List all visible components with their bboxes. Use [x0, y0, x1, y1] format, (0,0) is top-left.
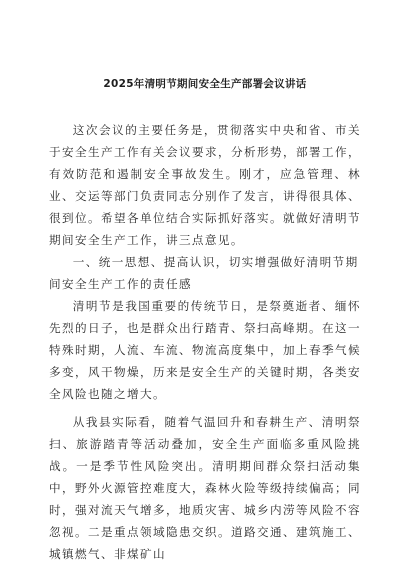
section-heading-1: 一、统一思想、提高认识，切实增强做好清明节期间安全生产工作的责任感 — [49, 255, 359, 291]
paragraph-intro: 这次会议的主要任务是，贯彻落实中央和省、市关于安全生产工作有关会议要求，分析形势，部署工作，有效防范和遏制安全事故发生。刚才，应急管理、林业、交运等部门负责同志分别作了发言，讲得很具体、很到位。希望各单位结合实际抓好落实。就做好清明节期间安全生产工作，讲三点意见。 — [49, 123, 361, 247]
paragraph-local-situation: 从我县实际看，随着气温回升和春耕生产、清明祭扫、旅游踏青等活动叠加，安全生产面临多重风险挑战。一是季节性风险突出。清明期间群众祭扫活动集中，野外火源管控难度大，森林火险等级持续偏高；同时，强对流天气增多，地质灾害、城乡内涝等风险不容忽视。二是重点领域隐患交织。道路交通、建筑施工、城镇燃气、非煤矿山 — [49, 415, 361, 561]
document-title: 2025年清明节期间安全生产部署会议讲话 — [103, 78, 307, 90]
paragraph-background: 清明节是我国重要的传统节日，是祭奠逝者、缅怀先烈的日子，也是群众出行踏青、祭扫高峰期。在这一特殊时期，人流、车流、物流高度集中，加上春季气候多变，风干物燥，历来是安全生产的关键时期，各类安全风险也随之增大。 — [49, 299, 361, 401]
